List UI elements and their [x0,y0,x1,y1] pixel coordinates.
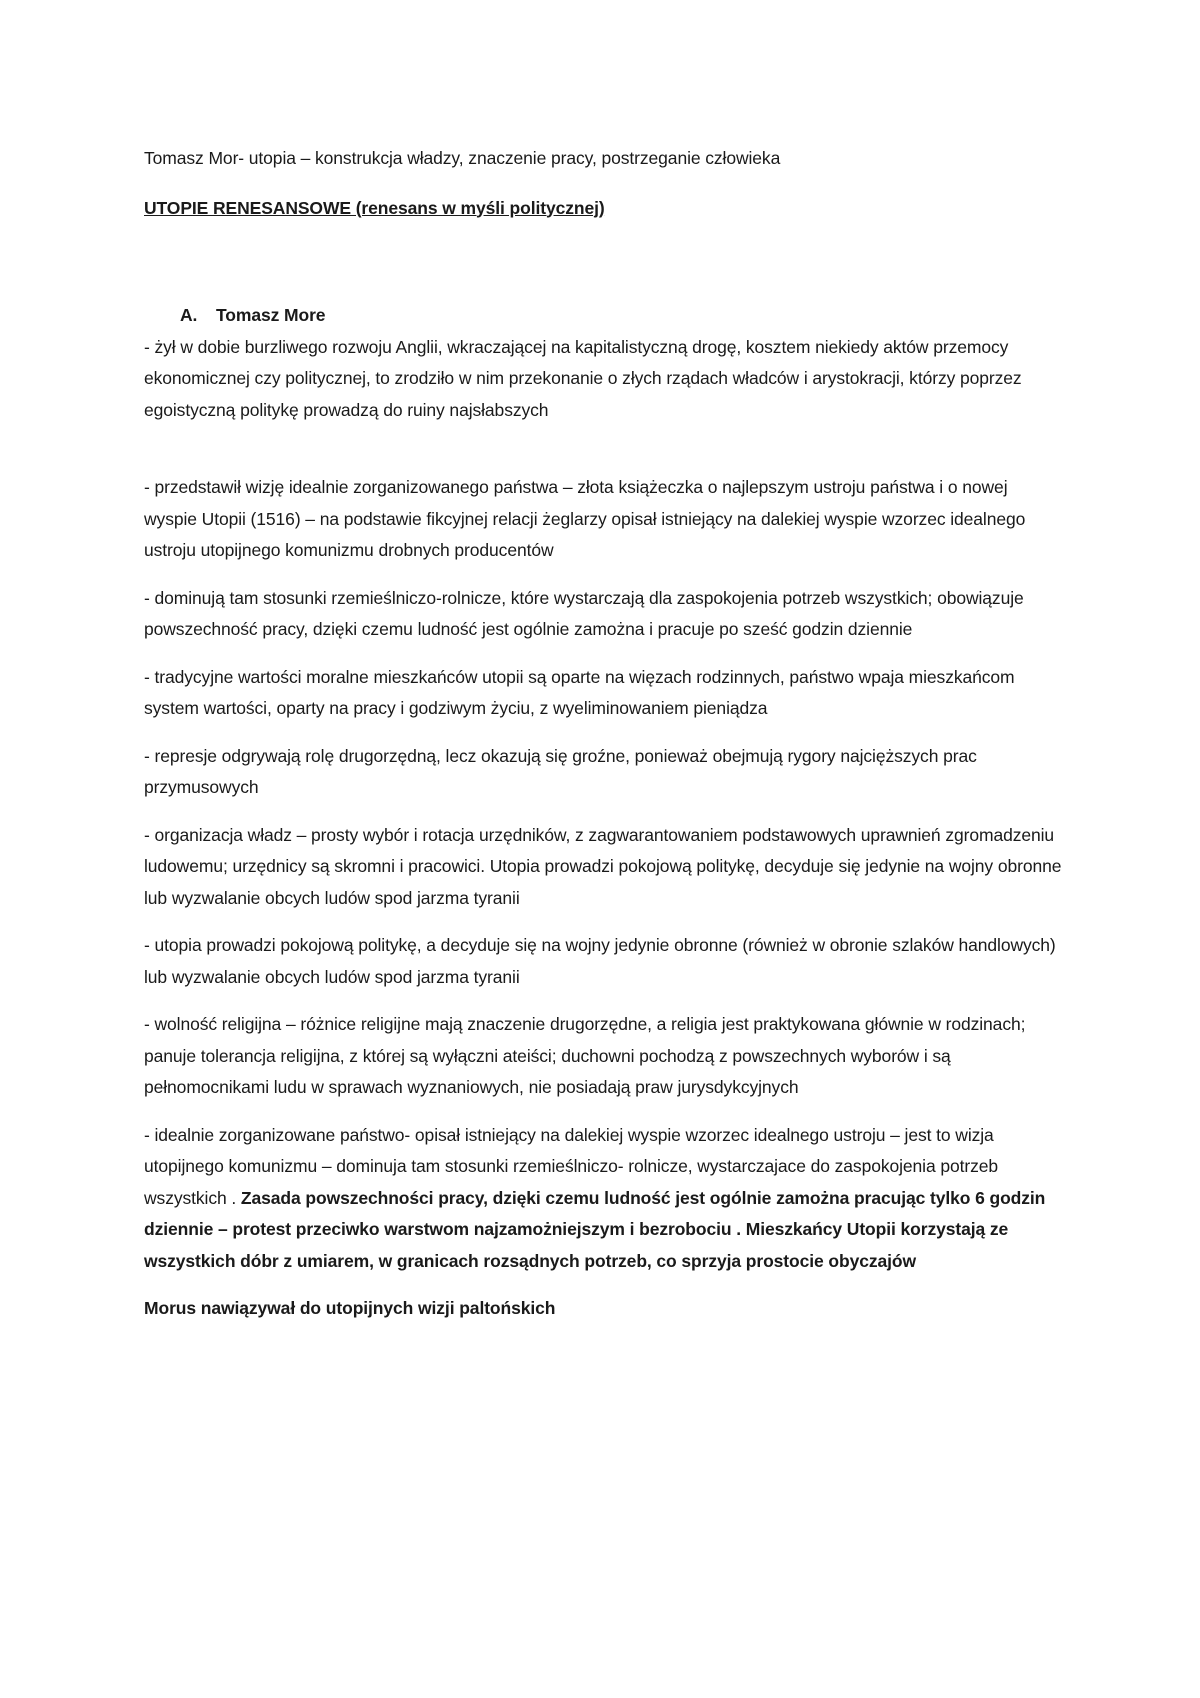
paragraph-religion: - wolność religijna – różnice religijne mają znaczenie drugorzędne, a religia jest praktykowana głównie w rodzinach; panuje tolerancja religijna, z której są wyłączni ateiści; duchowni pochodzą z powszechnych wyborów i są pełnomocnikami ludu w sprawach wyznaniowych, nie posiadają praw jurysdykcyjnych [144,1014,1026,1097]
paragraph-peace-policy: - utopia prowadzi pokojową politykę, a decyduje się na wojny jedynie obronne (również w obronie szlaków handlowych) lub wyzwalanie obcych ludów spod jarzma tyranii [144,935,1056,987]
paragraph-government: - organizacja władz – prosty wybór i rotacja urzędników, z zagwarantowaniem podstawowych uprawnień zgromadzeniu ludowemu; urzędnicy są skromni i pracowici. Utopia prowadzi pokojową politykę, decyduje się jedynie na wojny obronne lub wyzwalanie obcych ludów spod jarzma tyranii [144,824,1062,908]
section-heading-utopie: UTOPIE RENESANSOWE (renesans w myśli politycznej) [144,197,605,218]
paragraph-values: - tradycyjne wartości moralne mieszkańców utopii są oparte na więzach rodzinnych, państwo wpaja mieszkańcom system wartości, oparty na pracy i godziwym życiu, z wyeliminowaniem pieniądza [144,666,1015,718]
document-body [144,143,1064,1325]
paragraph-summary [144,1120,1064,1278]
paragraph-summary-bold: Zasada powszechności pracy, dzięki czemu ludność jest ogólnie zamożna pracując tylko 6 godzin dziennie – protest przeciwko warstwom najzamożniejszym i bezrobociu . Mieszkańcy Utopii korzystają ze wszystkich dóbr z umiarem, w granicach rozsądnych potrzeb, co sprzyja prostocie obyczajów [144,1187,1046,1271]
paragraph-vision: - przedstawił wizję idealnie zorganizowanego państwa – złota książeczka o najlepszym ustroju państwa i o nowej wyspie Utopii (1516) – na podstawie fikcyjnej relacji żeglarzy opisał istniejący na dalekiej wyspie wzorzec idealnego ustroju utopijnego komunizmu drobnych producentów [144,477,1026,560]
subsection-heading-a [144,300,1064,332]
paragraph-economy: - dominują tam stosunki rzemieślniczo-rolnicze, które wystarczają dla zaspokojenia potrzeb wszystkich; obowiązuje powszechność pracy, dzięki czemu ludność jest ogólnie zamożna i pracuje po sześć godzin dziennie [144,587,1024,639]
paragraph-biography: - żył w dobie burzliwego rozwoju Anglii, wkraczającej na kapitalistyczną drogę, kosztem niekiedy aktów przemocy ekonomicznej czy politycznej, to zrodziło w nim przekonanie o złych rządach władców i arystokracji, którzy poprzez egoistyczną politykę prowadzą do ruiny najsłabszych [144,336,1022,420]
subsection-letter: A. [180,305,198,325]
subsection-name: Tomasz More [216,305,326,325]
closing-line: Morus nawiązywał do utopijnych wizji paltońskich [144,1298,556,1318]
paragraph-summary-normal: - idealnie zorganizowane państwo- opisał istniejący na dalekiej wyspie wzorzec idealnego ustroju – jest to wizja utopijnego komunizmu – dominuja tam stosunki rzemieślniczo- rolnicze, wystarczajace do zaspokojenia potrzeb wszystkich . [144,1124,999,1208]
document-title-line: Tomasz Mor- utopia – konstrukcja władzy, znaczenie pracy, postrzeganie człowieka [144,148,781,168]
paragraph-repressions: - represje odgrywają rolę drugorzędną, lecz okazują się groźne, ponieważ obejmują rygory najcięższych prac przymusowych [144,745,977,797]
